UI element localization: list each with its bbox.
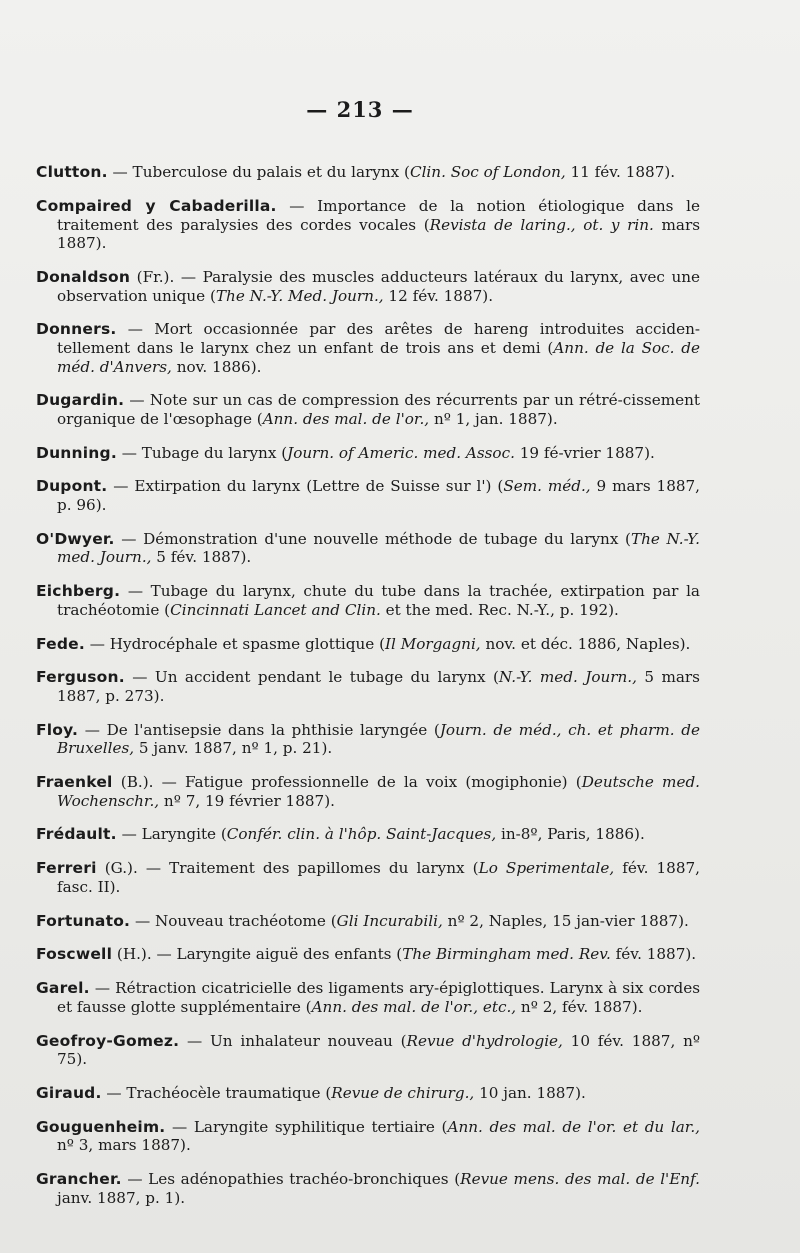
bibliography-entry xyxy=(36,979,700,1016)
entry-reference: Sem. méd., xyxy=(503,477,591,496)
entry-text: — Trachéocèle traumatique ( xyxy=(101,1083,332,1102)
entry-text: — Extirpation du larynx (Lettre de Suisse sur l') ( xyxy=(107,477,504,496)
bibliography-entry xyxy=(36,1032,700,1069)
entry-author: Ferreri xyxy=(36,859,97,878)
entry-reference: Ann. des mal. de l'or., xyxy=(262,409,430,428)
entry-text-end: fév. 1887). xyxy=(610,945,697,964)
entry-reference: The Birmingham med. Rev. xyxy=(402,945,611,964)
entry-reference: Revue mens. des mal. de l'Enf. xyxy=(460,1170,700,1189)
entry-reference: Journ. of Americ. med. Assoc. xyxy=(287,443,515,462)
bibliography-entry xyxy=(36,1170,700,1207)
bibliography-entry xyxy=(36,197,700,253)
entry-reference: Revue de chirurg., xyxy=(331,1083,475,1102)
entry-text-end: 9 mars 1887, p. 96). xyxy=(57,477,701,515)
entry-reference: Revista de laring., ot. y rin. xyxy=(429,215,654,234)
bibliography-entry xyxy=(36,1084,700,1103)
entry-author: Geofroy-Gomez. xyxy=(36,1031,180,1050)
bibliography-entry xyxy=(36,268,700,305)
entry-text-end: 5 mars 1887, p. 273). xyxy=(57,668,700,705)
entry-author: Donaldson xyxy=(36,267,131,286)
entry-author: Gouguenheim. xyxy=(36,1117,166,1136)
entry-text: — Démonstration d'une nouvelle méthode de tubage du larynx ( xyxy=(114,529,631,548)
entry-text: — Rétraction cicatricielle des ligaments ary-épiglottiques. Larynx à six cordes et fausse glotte supplémentaire ( xyxy=(57,979,700,1016)
entry-text: — Tubage du larynx, chute du tube dans la trachée, extirpation par la trachéotomie ( xyxy=(57,582,700,619)
entry-reference: Ann. de la Soc. de méd. d'Anvers, xyxy=(57,338,700,376)
entry-text-end: 11 fév. 1887). xyxy=(565,163,676,182)
entry-reference: Revue d'hydrologie, xyxy=(406,1031,563,1050)
entry-author: Dupont. xyxy=(36,477,108,496)
bibliography-entry xyxy=(36,912,700,931)
entry-author: Ferguson. xyxy=(36,668,125,687)
entry-text-end: 10 jan. 1887). xyxy=(474,1083,586,1102)
bibliography-entry xyxy=(36,477,700,514)
entry-author: Eichberg. xyxy=(36,582,121,601)
entry-author: Frédault. xyxy=(36,825,117,844)
entry-text-end: nº 2, fév. 1887). xyxy=(516,997,643,1016)
entry-author: Giraud. xyxy=(36,1083,102,1102)
entry-author: Dugardin. xyxy=(36,391,125,410)
entry-author: Fede. xyxy=(36,634,85,653)
entry-reference: Gli Incurabili, xyxy=(336,911,443,930)
entry-text: — Note sur un cas de compression des récurrents par un rétré-cissement organique de l'œsophage ( xyxy=(57,391,700,428)
entry-reference: Ann. des mal. de l'or. et du lar., xyxy=(447,1117,700,1136)
entry-reference: Ann. des mal. de l'or., etc., xyxy=(311,997,517,1016)
entry-reference: The N.-Y. Med. Journ., xyxy=(215,286,384,305)
entry-reference: Cincinnati Lancet and Clin. xyxy=(170,600,381,619)
entry-text-end: et the med. Rec. N.-Y., p. 192). xyxy=(380,600,619,619)
entry-author: Donners. xyxy=(36,320,117,339)
entry-author: Compaired y Cabaderilla. xyxy=(36,196,277,215)
entry-reference: Confér. clin. à l'hôp. Saint-Jacques, xyxy=(226,825,497,844)
bibliography-entry xyxy=(36,163,700,182)
bibliography-entry xyxy=(36,444,700,463)
bibliography-entry xyxy=(36,320,700,376)
bibliography-entry xyxy=(36,721,700,758)
entry-author: Fraenkel xyxy=(36,773,113,792)
entry-text: — Tuberculose du palais et du larynx ( xyxy=(107,163,410,182)
bibliography-list xyxy=(36,148,700,1214)
entry-text-end: nº 2, Naples, 15 jan-vier 1887). xyxy=(442,911,689,930)
bibliography-entry xyxy=(36,1118,700,1155)
entry-text: (B.). — Fatigue professionnelle de la voix (mogiphonie) ( xyxy=(112,773,582,792)
entry-author: Floy. xyxy=(36,720,79,739)
entry-text: — Mort occasionnée par des arêtes de hareng introduites acciden-tellement dans le larynx chez un enfant de trois ans et demi ( xyxy=(57,320,700,357)
entry-text: — Nouveau trachéotome ( xyxy=(130,911,337,930)
entry-text-end: nº 3, mars 1887). xyxy=(57,1136,191,1155)
entry-reference: N.-Y. med. Journ., xyxy=(498,668,637,687)
entry-text-end: 19 fé-vrier 1887). xyxy=(514,443,655,462)
entry-text: — Un accident pendant le tubage du larynx ( xyxy=(124,668,499,687)
entry-text-end: nº 1, jan. 1887). xyxy=(429,409,558,428)
entry-reference: Deutsche med. Wochenschr., xyxy=(57,773,700,810)
entry-text-end: fév. 1887, fasc. II). xyxy=(57,859,700,896)
entry-author: Foscwell xyxy=(36,945,113,964)
bibliography-entry xyxy=(36,668,700,705)
bibliography-entry xyxy=(36,945,700,964)
entry-reference: Journ. de méd., ch. et pharm. de Bruxelles, xyxy=(57,720,700,758)
entry-text: — Un inhalateur nouveau ( xyxy=(179,1031,407,1050)
entry-text: — Les adénopathies trachéo-bronchiques ( xyxy=(121,1170,461,1189)
bibliography-entry xyxy=(36,773,700,810)
entry-author: Clutton. xyxy=(36,163,108,182)
entry-text-end: janv. 1887, p. 1). xyxy=(57,1188,186,1207)
entry-text: — Laryngite ( xyxy=(116,825,227,844)
entry-text-end: in-8º, Paris, 1886). xyxy=(496,825,645,844)
entry-text: (H.). — Laryngite aiguë des enfants ( xyxy=(112,945,403,964)
entry-text: (G.). — Traitement des papillomes du larynx ( xyxy=(96,859,479,878)
entry-text: (Fr.). — Paralysie des muscles adducteurs latéraux du larynx, avec une observation unique ( xyxy=(57,267,700,305)
bibliography-entry xyxy=(36,635,700,654)
entry-author: Dunning. xyxy=(36,443,117,462)
entry-text-end: nov. 1886). xyxy=(171,357,262,376)
bibliography-entry xyxy=(36,582,700,619)
entry-text: — Tubage du larynx ( xyxy=(116,443,288,462)
entry-text: — Importance de la notion étiologique dans le traitement des paralysies des cordes vocales ( xyxy=(57,196,700,234)
entry-reference: Lo Sperimentale, xyxy=(478,859,615,878)
entry-text: — Laryngite syphilitique tertiaire ( xyxy=(165,1117,448,1136)
entry-text-end: mars 1887). xyxy=(57,215,701,253)
entry-text-end: 5 janv. 1887, nº 1, p. 21). xyxy=(134,739,333,758)
entry-reference: Clin. Soc of London, xyxy=(409,163,566,182)
bibliography-entry xyxy=(36,391,700,428)
entry-text: — Hydrocéphale et spasme glottique ( xyxy=(84,634,386,653)
entry-author: O'Dwyer. xyxy=(36,529,115,548)
entry-text-end: nov. et déc. 1886, Naples). xyxy=(480,634,691,653)
bibliography-entry xyxy=(36,530,700,567)
entry-author: Grancher. xyxy=(36,1170,122,1189)
entry-text-end: 10 fév. 1887, nº 75). xyxy=(57,1031,700,1069)
entry-author: Garel. xyxy=(36,979,90,998)
bibliography-entry xyxy=(36,859,700,896)
entry-author: Fortunato. xyxy=(36,911,131,930)
entry-text-end: 5 fév. 1887). xyxy=(151,548,252,567)
page-number: — 213 — xyxy=(306,97,414,122)
entry-text: — De l'antisepsie dans la phthisie laryngée ( xyxy=(78,720,440,739)
entry-reference: Il Morgagni, xyxy=(385,634,481,653)
bibliography-entry xyxy=(36,825,700,844)
entry-text-end: 12 fév. 1887). xyxy=(383,286,494,305)
entry-text-end: nº 7, 19 février 1887). xyxy=(159,791,335,810)
entry-reference: The N.-Y. med. Journ., xyxy=(57,529,700,567)
